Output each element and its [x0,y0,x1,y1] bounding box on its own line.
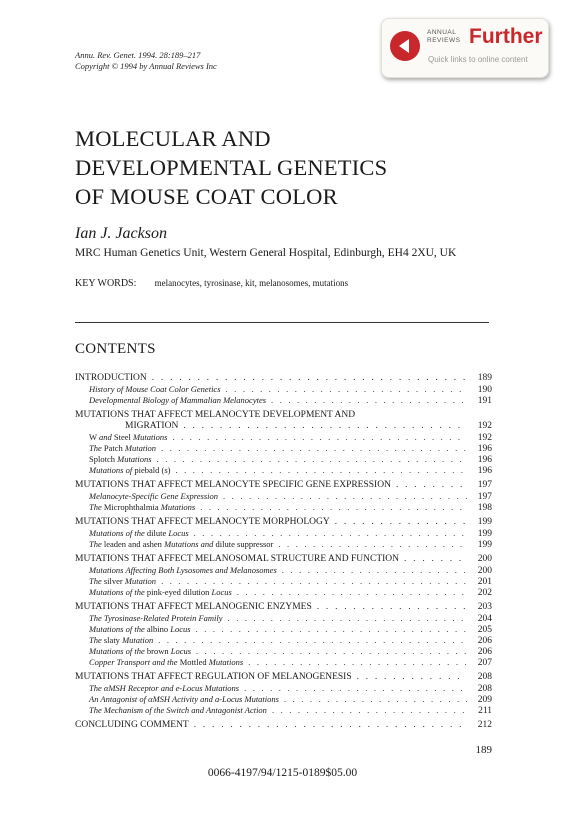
toc-entry[interactable] [75,613,492,624]
toc-entry-label [89,432,167,443]
toc-leader-dots [172,432,467,443]
toc-entry[interactable] [75,410,492,421]
author-affiliation: MRC Human Genetics Unit, Western General Hospital, Edinburgh, EH4 2XU, UK [75,247,457,259]
toc-leader-dots [200,502,467,513]
toc-entry[interactable] [75,646,492,657]
toc-entry-label-part: dilute [144,528,169,538]
further-link-badge[interactable] [381,18,549,78]
toc-page-number: 208 [477,672,492,682]
badge-annual-label: ANNUAL [427,29,457,36]
toc-entry-label [89,384,221,395]
toc-entry[interactable] [75,373,492,384]
toc-entry[interactable] [75,491,492,502]
keywords [75,278,348,289]
toc-page-number: 205 [477,625,492,635]
toc-leader-dots [284,694,467,705]
toc-entry-label-part: leaden and ashen [101,539,165,549]
toc-entry[interactable] [75,694,492,705]
keywords-label: KEY WORDS: [75,278,137,289]
toc-leader-dots [194,528,467,539]
badge-reviews-label: REVIEWS [427,37,461,44]
toc-entry-label-part: Microphthalmia [101,502,161,512]
title-line-3: OF MOUSE COAT COLOR [75,184,338,209]
toc-entry-label [89,705,267,716]
toc-entry[interactable] [75,635,492,646]
toc-page-number: 212 [477,720,492,730]
toc-page-number: 199 [477,540,492,550]
toc-entry-label-part: Mutations of the [89,587,145,597]
toc-entry[interactable] [75,384,492,395]
toc-entry-label-part: MUTATIONS THAT AFFECT REGULATION OF MELANOGENESIS [75,672,352,682]
toc-page-number: 192 [477,433,492,443]
toc-leader-dots [152,373,467,384]
toc-entry-label [125,421,178,432]
toc-entry[interactable] [75,602,492,613]
toc-page-number: 196 [477,455,492,465]
toc-page-number: 191 [477,396,492,406]
toc-entry-label-part: The [89,576,102,586]
toc-entry-label [89,576,156,587]
toc-entry-label-part: Mutation [124,443,157,453]
toc-page-number: 203 [477,602,492,612]
toc-entry-label-part: Mutation [124,576,157,586]
toc-entry-label [75,373,147,384]
toc-entry-label-part: Melanocyte-Specific Gene Expression [89,491,219,501]
toc-page-number: 207 [477,658,492,668]
toc-entry-label-part: The [89,502,102,512]
toc-page-number: 189 [477,373,492,383]
toc-entry[interactable] [75,421,492,432]
toc-entry-label-part: Mutations Affecting Both Lysosomes and Melanosomes [89,565,277,575]
toc-entry-label-part: and [99,432,112,442]
toc-entry-label [89,613,223,624]
toc-page-number: 196 [477,444,492,454]
toc-leader-dots [196,646,467,657]
citation-line-1: Annu. Rev. Genet. 1994. 28:189–217 [75,50,201,60]
toc-entry[interactable] [75,465,492,476]
badge-further-label: Further [469,25,543,48]
toc-entry-label-part: Splotch [89,454,118,464]
author-name: Ian J. Jackson [75,225,167,242]
toc-entry-label [75,410,355,421]
toc-leader-dots [244,683,467,694]
citation-line-2: Copyright © 1994 by Annual Reviews Inc [75,61,217,71]
toc-leader-dots [175,465,467,476]
toc-leader-dots [226,384,467,395]
toc-entry-label-part: Mutation [122,635,154,645]
toc-entry-label-part: Patch [101,443,125,453]
toc-page-number: 196 [477,466,492,476]
toc-entry[interactable] [75,565,492,576]
toc-entry-label-part: An Antagonist of αMSH Activity and a-Locus Mutations [89,694,279,704]
toc-entry-label-part: The αMSH Receptor and e-Locus Mutations [89,683,240,693]
toc-entry-label-part: MUTATIONS THAT AFFECT MELANOSOMAL STRUCTURE AND FUNCTION [75,554,400,564]
toc-leader-dots [317,602,467,613]
toc-entry-label [89,624,191,635]
toc-entry-label-part: Mutations [160,502,196,512]
toc-entry-label [89,465,170,476]
toc-leader-dots [194,720,467,731]
toc-entry-label-part: Mutations and [164,539,214,549]
toc-entry-label-part: MUTATIONS THAT AFFECT MELANOGENIC ENZYMES [75,602,312,612]
toc-leader-dots [196,624,467,635]
page-number: 189 [475,744,492,756]
toc-page-number: 206 [477,647,492,657]
toc-leader-dots [404,554,467,565]
toc-page-number: 201 [477,577,492,587]
toc-entry-label [89,694,279,705]
toc-entry-label-part: INTRODUCTION [75,373,147,383]
toc-entry-label [89,565,277,576]
toc-entry-label-part: W [89,432,99,442]
toc-entry-label-part: brown [144,646,171,656]
toc-leader-dots [228,613,467,624]
toc-entry-label [89,454,152,465]
toc-entry[interactable] [75,554,492,565]
footer-price-code: 0066-4197/94/1215-0189$05.00 [207,767,358,779]
toc-leader-dots [396,480,467,491]
toc-entry-label-part: The [89,635,102,645]
toc-entry-label-part: piebald (s) [132,465,171,475]
toc-page-number: 190 [477,385,492,395]
toc-entry-label [89,443,156,454]
toc-entry-label-part: MUTATIONS THAT AFFECT MELANOCYTE DEVELOPMENT AND [75,410,356,420]
section-divider [75,322,489,323]
toc-entry[interactable] [75,624,492,635]
toc-entry-label [75,602,312,613]
toc-page-number: 200 [477,566,492,576]
toc-entry-label-part: Mutations of the [89,528,145,538]
toc-leader-dots [183,421,467,432]
toc-entry[interactable] [75,539,492,550]
toc-entry-label-part: MIGRATION [125,421,179,431]
toc-entry[interactable] [75,432,492,443]
toc-entry-label-part: Developmental Biology of Mammalian Melanocytes [89,395,267,405]
toc-leader-dots [335,517,467,528]
toc-leader-dots [272,705,467,716]
toc-entry-label-part: Mutations of [89,465,133,475]
toc-entry[interactable] [75,528,492,539]
toc-page-number: 197 [477,480,492,490]
title-line-2: DEVELOPMENTAL GENETICS [75,155,388,180]
toc-entry-label [89,635,153,646]
toc-entry[interactable] [75,587,492,598]
toc-page-number: 208 [477,684,492,694]
toc-entry[interactable] [75,480,492,491]
toc-entry[interactable] [75,683,492,694]
toc-entry-label-part: slaty [101,635,123,645]
toc-leader-dots [282,565,467,576]
toc-entry-label-part: The Mechanism of the Switch and Antagonist Action [89,705,267,715]
toc-page-number: 206 [477,636,492,646]
toc-entry-label [89,683,239,694]
table-of-contents [75,373,492,731]
toc-entry-label-part: Mutations [133,432,168,442]
toc-page-number: 204 [477,614,492,624]
toc-entry[interactable] [75,517,492,528]
toc-entry-label-part: Mutations [208,657,244,667]
toc-page-number: 199 [477,517,492,527]
toc-leader-dots [158,635,467,646]
toc-entry-label [89,657,243,668]
toc-entry-label-part: pink-eyed dilution [144,587,212,597]
toc-page-number: 198 [477,503,492,513]
toc-entry-label-part: Locus [211,587,232,597]
toc-leader-dots [278,539,467,550]
toc-leader-dots [157,454,467,465]
toc-entry[interactable] [75,720,492,731]
toc-entry-label-part: Steel [111,432,133,442]
toc-page-number: 200 [477,554,492,564]
toc-entry-label [89,395,266,406]
toc-entry-label-part: Locus [170,646,192,656]
toc-entry-label-part: The [89,539,102,549]
toc-entry[interactable] [75,454,492,465]
toc-entry-label-part: albino [144,624,171,634]
toc-entry-label-part: Locus [168,528,189,538]
toc-entry-label [89,528,189,539]
toc-entry-label-part: silver [101,576,125,586]
toc-leader-dots [248,657,467,668]
toc-entry-label-part: dilute suppressor [213,539,274,549]
toc-entry-label [89,539,273,550]
toc-entry[interactable] [75,502,492,513]
toc-entry[interactable] [75,443,492,454]
toc-entry-label [89,587,232,598]
contents-heading: CONTENTS [75,341,156,357]
toc-entry-label-part: The [89,443,102,453]
toc-page-number: 197 [477,492,492,502]
toc-entry-label-part: History of Mouse Coat Color Genetics [89,384,221,394]
toc-entry[interactable] [75,705,492,716]
toc-page-number: 199 [477,529,492,539]
toc-entry-label [75,480,391,491]
toc-page-number: 209 [477,695,492,705]
toc-entry[interactable] [75,576,492,587]
toc-entry-label [89,502,195,513]
toc-entry-label-part: Mutations [117,454,152,464]
badge-subtitle: Quick links to online content [428,55,528,64]
toc-entry-label [75,720,189,731]
toc-leader-dots [161,443,467,454]
toc-entry-label-part: Mutations of the [89,624,145,634]
toc-leader-dots [161,576,467,587]
toc-entry-label [75,517,330,528]
toc-leader-dots [357,672,467,683]
annual-reviews-logo-icon [390,31,420,61]
article-title [75,124,387,211]
toc-leader-dots [237,587,467,598]
journal-citation [75,50,217,72]
toc-entry[interactable] [75,657,492,668]
toc-entry-label-part: The Tyrosinase-Related Protein Family [89,613,223,623]
toc-entry-label [75,672,352,683]
toc-page-number: 211 [478,706,492,716]
toc-entry-label-part: Mottled [177,657,209,667]
toc-entry-label-part: MUTATIONS THAT AFFECT MELANOCYTE MORPHOLOGY [75,517,330,527]
toc-page-number: 192 [477,421,492,431]
toc-entry[interactable] [75,395,492,406]
keywords-list: melanocytes, tyrosinase, kit, melanosomes, mutations [154,278,349,288]
toc-leader-dots [223,491,467,502]
toc-entry-label-part: Mutations of the [89,646,145,656]
toc-entry-label-part: Locus [170,624,191,634]
toc-page-number: 202 [477,588,492,598]
toc-entry-label [75,554,399,565]
toc-entry-label-part: MUTATIONS THAT AFFECT MELANOCYTE SPECIFIC GENE EXPRESSION [75,480,391,490]
toc-entry-label [89,646,191,657]
toc-leader-dots [271,395,467,406]
title-line-1: MOLECULAR AND [75,126,271,151]
toc-entry-label [89,491,218,502]
toc-entry-label-part: CONCLUDING COMMENT [75,720,189,730]
toc-entry[interactable] [75,672,492,683]
toc-entry-label-part: Copper Transport and the [89,657,178,667]
